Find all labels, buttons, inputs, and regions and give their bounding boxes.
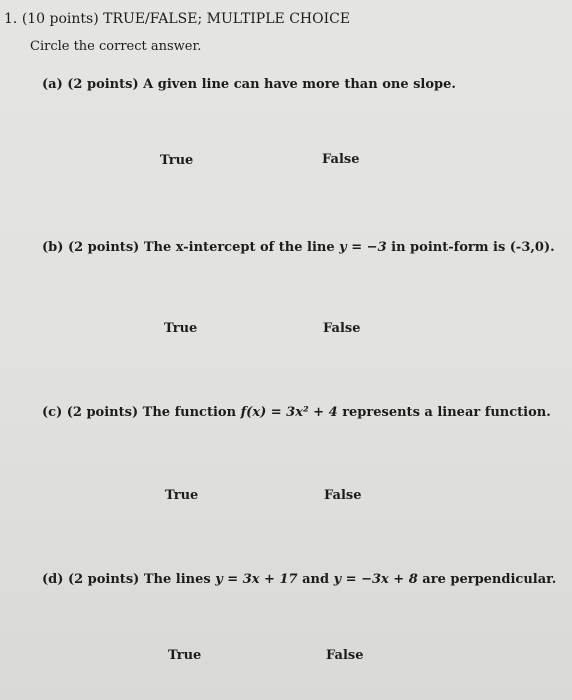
question-b-true-option[interactable]: True <box>164 321 198 336</box>
question-c-false-option[interactable]: False <box>324 488 362 503</box>
question-c-label: (c) <box>42 405 63 420</box>
question-b <box>42 240 555 255</box>
question-c-text-before: The function <box>142 405 237 420</box>
problem-points: (10 points) <box>21 11 99 27</box>
problem-number: 1. <box>4 11 18 27</box>
question-b-points: (2 points) <box>67 240 140 255</box>
question-d-text-after: are perpendicular. <box>422 572 557 587</box>
question-d-text-mid: and <box>302 572 330 587</box>
instruction-text: Circle the correct answer. <box>30 39 202 54</box>
question-d-label: (d) <box>42 572 64 587</box>
question-c <box>42 405 551 420</box>
question-c-equation: f(x) = 3x² + 4 <box>240 405 338 420</box>
problem-title: TRUE/FALSE; MULTIPLE CHOICE <box>103 11 351 27</box>
question-c-true-option[interactable]: True <box>165 488 199 503</box>
question-b-label: (b) <box>42 240 64 255</box>
question-a-label: (a) <box>42 77 63 92</box>
question-a-points: (2 points) <box>67 77 139 92</box>
question-d-points: (2 points) <box>67 572 140 587</box>
question-d-equation-1: y = 3x + 17 <box>215 572 298 587</box>
question-c-text-after: represents a linear function. <box>342 405 551 420</box>
question-b-text-before: The x-intercept of the line <box>143 240 335 255</box>
question-b-equation: y = −3 <box>339 240 387 255</box>
question-a-text: A given line can have more than one slope. <box>143 77 456 92</box>
question-d <box>42 572 556 587</box>
question-a-false-option[interactable]: False <box>322 152 360 167</box>
question-c-points: (2 points) <box>66 405 139 420</box>
question-d-true-option[interactable]: True <box>168 648 202 663</box>
question-d-text-before: The lines <box>143 572 211 587</box>
question-a-true-option[interactable]: True <box>160 153 194 168</box>
question-d-false-option[interactable]: False <box>326 648 364 663</box>
question-b-false-option[interactable]: False <box>323 321 361 336</box>
question-a <box>42 77 456 92</box>
question-b-text-after: in point-form is (-3,0). <box>391 240 555 255</box>
question-d-equation-2: y = −3x + 8 <box>333 572 418 587</box>
problem-header <box>4 11 350 27</box>
